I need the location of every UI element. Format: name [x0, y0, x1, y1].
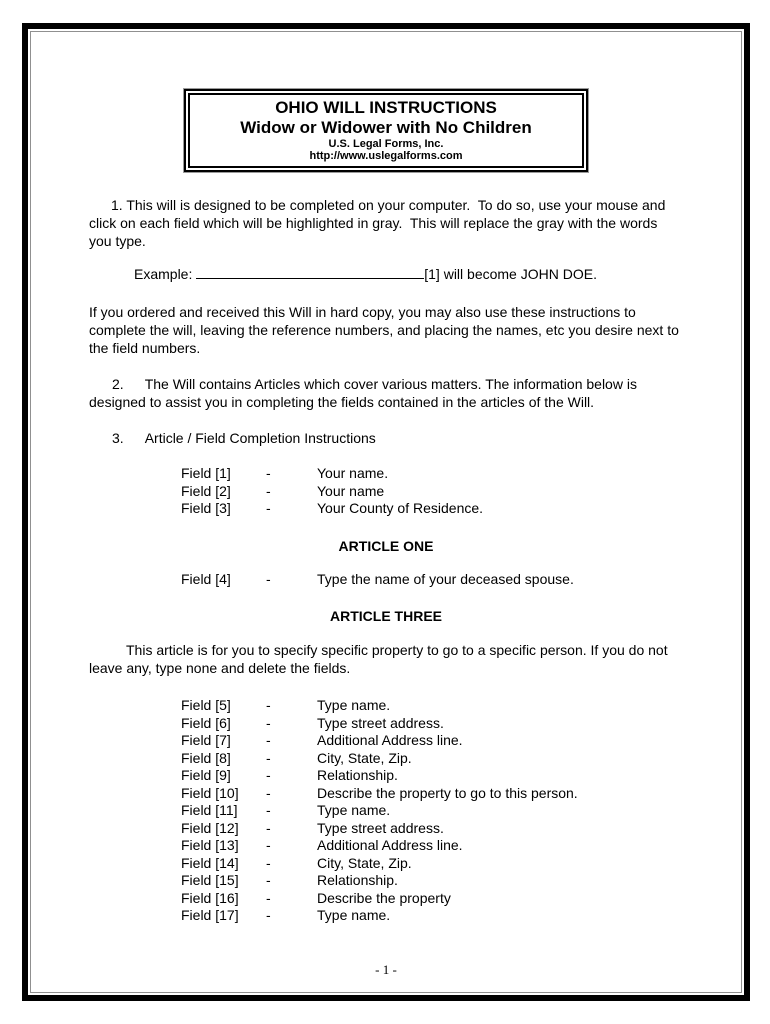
field-dash: - [266, 500, 271, 516]
article-three-note: This article is for you to specify specific property to go to a specific person. If you do not leave any, type none and delete the fields. [89, 642, 672, 676]
page-number: - 1 - [375, 962, 397, 977]
field-description: Relationship. [317, 767, 398, 783]
field-label: Field [3] [181, 500, 231, 516]
field-label: Field [15] [181, 872, 239, 888]
example-suffix: [1] will become JOHN DOE. [424, 266, 597, 282]
field-dash: - [266, 837, 271, 853]
field-description: Type name. [317, 697, 391, 713]
field-dash: - [266, 854, 271, 871]
field-row [181, 767, 683, 785]
field-description: Describe the property to go to this person. [317, 784, 578, 801]
field-description: Relationship. [317, 872, 398, 888]
field-label: Field [10] [181, 784, 239, 801]
item-3-number: 3. [112, 430, 124, 446]
field-description: Describe the property [317, 889, 451, 906]
field-dash: - [266, 714, 271, 731]
example-label: Example: [134, 266, 193, 282]
field-row [181, 697, 683, 715]
document-title: OHIO WILL INSTRUCTIONS [275, 98, 497, 117]
field-label: Field [5] [181, 697, 231, 713]
field-row [181, 802, 683, 820]
field-row [181, 715, 683, 733]
numbered-item-2 [89, 375, 683, 411]
field-row [181, 855, 683, 873]
field-label: Field [4] [181, 570, 231, 587]
article-three-heading: ARTICLE THREE [330, 608, 442, 624]
field-description: Additional Address line. [317, 732, 463, 748]
field-row [181, 483, 683, 501]
title-box-inner [188, 93, 584, 168]
field-row [181, 465, 683, 483]
field-dash: - [266, 767, 271, 783]
item-2-text: The Will contains Articles which cover various matters. The information below is designed to assist you in completing the fields contained in the articles of the Will. [89, 376, 641, 410]
example-line [89, 264, 683, 283]
field-dash: - [266, 570, 271, 587]
field-label: Field [17] [181, 907, 239, 923]
field-dash: - [266, 784, 271, 801]
field-list-article-one [89, 571, 683, 589]
field-dash: - [266, 907, 271, 923]
field-description: Your name. [317, 465, 389, 481]
intro-paragraph-1: 1. This will is designed to be completed on your computer. To do so, use your mouse and click on each field which will be highlighted in gray. This will replace the gray with the words you type. [89, 197, 670, 249]
field-description: Type name. [317, 907, 391, 923]
numbered-item-3 [89, 429, 683, 447]
website-url: http://www.uslegalforms.com [309, 150, 463, 162]
field-row [181, 500, 683, 518]
field-label: Field [2] [181, 482, 231, 499]
field-label: Field [11] [181, 802, 238, 818]
field-dash: - [266, 465, 271, 481]
item-2-number: 2. [112, 376, 124, 392]
field-row [181, 732, 683, 750]
title-box [184, 89, 588, 172]
field-dash: - [266, 732, 271, 748]
field-dash: - [266, 482, 271, 499]
example-blank-underline [196, 264, 424, 279]
field-row [181, 872, 683, 890]
field-row [181, 907, 683, 925]
field-list-intro [89, 465, 683, 518]
hard-copy-paragraph: If you ordered and received this Will in hard copy, you may also use these instructions to complete the will, leaving the reference numbers, and placing the names, etc you desire next to the field numbers. [89, 304, 683, 356]
article-one-heading: ARTICLE ONE [338, 537, 434, 554]
field-label: Field [16] [181, 889, 239, 906]
field-dash: - [266, 802, 271, 818]
field-dash: - [266, 749, 271, 766]
item-3-text: Article / Field Completion Instructions [144, 430, 376, 446]
field-description: Type street address. [317, 714, 444, 731]
field-row [181, 750, 683, 768]
page-inner-border [30, 31, 742, 993]
field-label: Field [12] [181, 819, 239, 836]
field-label: Field [13] [181, 837, 239, 853]
field-description: Type the name of your deceased spouse. [317, 570, 574, 587]
field-description: Type street address. [317, 819, 444, 836]
field-label: Field [7] [181, 732, 231, 748]
field-dash: - [266, 872, 271, 888]
field-dash: - [266, 697, 271, 713]
field-dash: - [266, 819, 271, 836]
company-name: U.S. Legal Forms, Inc. [328, 138, 444, 150]
field-description: Your name [317, 482, 385, 499]
field-label: Field [6] [181, 714, 231, 731]
field-dash: - [266, 889, 271, 906]
field-description: Your County of Residence. [317, 500, 484, 516]
field-description: Type name. [317, 802, 391, 818]
page-border-frame [22, 23, 750, 1001]
field-row [181, 890, 683, 908]
field-list-article-three [89, 697, 683, 925]
document-content [31, 32, 741, 992]
field-description: Additional Address line. [317, 837, 463, 853]
field-label: Field [9] [181, 767, 231, 783]
field-row [181, 837, 683, 855]
field-row [181, 820, 683, 838]
document-subtitle: Widow or Widower with No Children [240, 118, 532, 137]
field-label: Field [1] [181, 465, 231, 481]
field-description: City, State, Zip. [317, 749, 412, 766]
field-row [181, 785, 683, 803]
field-description: City, State, Zip. [317, 854, 412, 871]
field-label: Field [14] [181, 854, 239, 871]
field-label: Field [8] [181, 749, 231, 766]
field-row [181, 571, 683, 589]
